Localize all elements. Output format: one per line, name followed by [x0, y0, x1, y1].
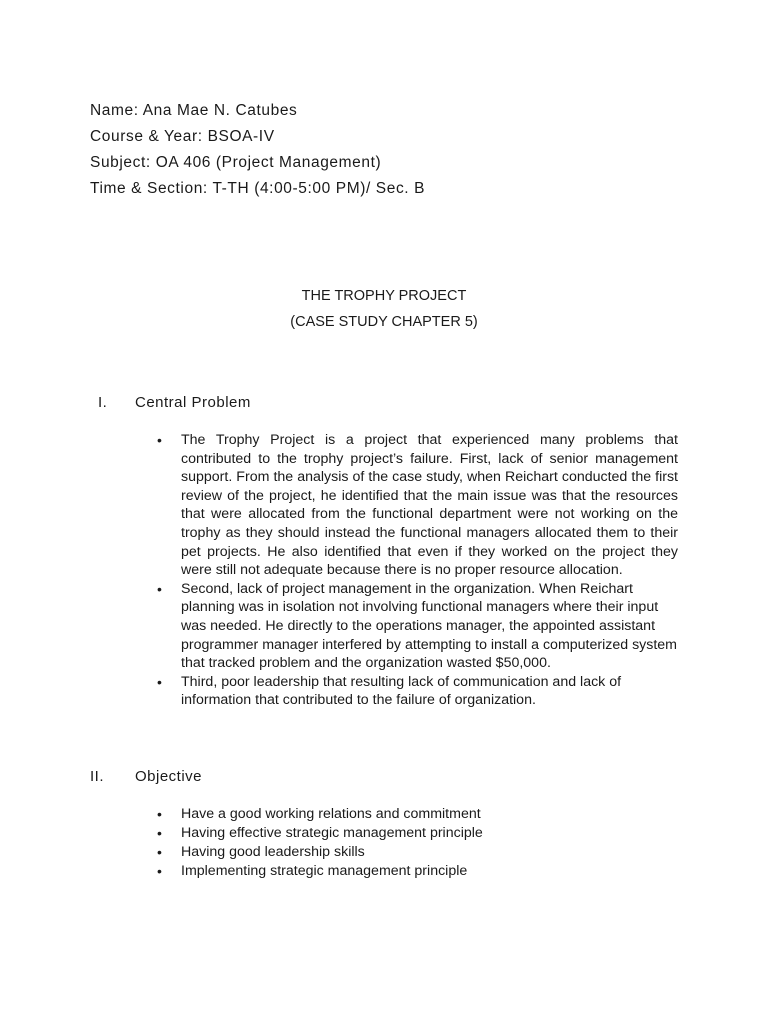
section-title: Objective — [135, 768, 203, 785]
section-title: Central Problem — [135, 394, 251, 411]
student-name: Name: Ana Mae N. Catubes — [90, 102, 298, 119]
course-year: Course & Year: BSOA-IV — [90, 128, 275, 145]
list-item: • Third, poor leadership that resulting lack of communication and lack of information that contributed to the failure of organization. — [155, 673, 678, 710]
time-section: Time & Section: T-TH (4:00-5:00 PM)/ Sec. B — [90, 180, 426, 197]
document-title — [0, 286, 768, 338]
list-item: • Having effective strategic management principle — [155, 824, 678, 843]
list-item: • Have a good working relations and commitment — [155, 805, 678, 824]
list-item: • Implementing strategic management principle — [155, 862, 678, 881]
subject: Subject: OA 406 (Project Management) — [90, 154, 382, 171]
section-heading-objective — [90, 768, 202, 785]
central-problem-list — [155, 431, 678, 710]
title-main: THE TROPHY PROJECT — [301, 288, 467, 304]
title-sub: (CASE STUDY CHAPTER 5) — [290, 314, 478, 330]
student-info — [90, 100, 425, 204]
list-item: • The Trophy Project is a project that experienced many problems that contributed to the trophy project’s failure. First, lack of senior management support. From the analysis of the case study, when Reichart conducted the first review of the project, he identified that the main issue was that the resources that were allocated from the functional department were not working on the trophy as they should instead the functional managers allocated them to their pet projects. He also identified that even if they worked on the project they were still not adequate because there is no proper resource allocation. — [155, 431, 678, 580]
list-item: • Second, lack of project management in the organization. When Reichart planning was in isolation not involving functional managers where their input was needed. He directly to the operations manager, the appointed assistant programmer manager interfered by attempting to install a computerized system that tracked problem and the organization wasted $50,000. — [155, 580, 678, 673]
section-number: II. — [90, 768, 105, 785]
list-item: • Having good leadership skills — [155, 843, 678, 862]
section-number: I. — [98, 394, 108, 411]
section-heading-central-problem — [98, 394, 251, 411]
objective-list — [155, 805, 678, 881]
